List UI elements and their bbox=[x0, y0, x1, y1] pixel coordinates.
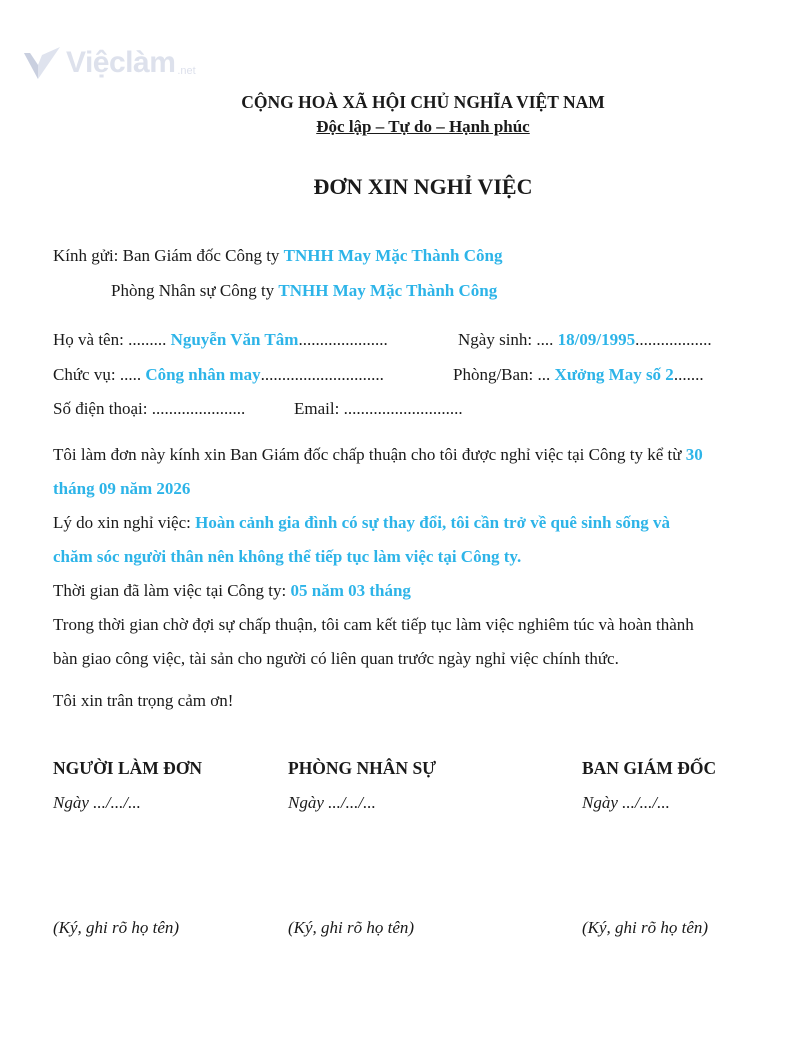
dob-dots: .................. bbox=[635, 330, 712, 349]
recipient-line-2 bbox=[111, 280, 497, 302]
document-title: ĐƠN XIN NGHỈ VIỆC bbox=[313, 174, 533, 199]
dob-label: Ngày sinh: .... bbox=[458, 330, 558, 349]
logo-wordmark: Việclàm bbox=[66, 46, 176, 79]
department-field bbox=[453, 364, 704, 386]
recipient-label: Kính gửi: Ban Giám đốc Công ty bbox=[53, 246, 284, 265]
logo-suffix: .net bbox=[177, 65, 196, 77]
phone-field: Số điện thoại: ...................... bbox=[53, 399, 246, 418]
position-label: Chức vụ: ..... bbox=[53, 365, 146, 384]
department-label: Phòng/Ban: ... bbox=[453, 365, 555, 384]
request-line-1 bbox=[53, 444, 703, 466]
commitment-line-1: Trong thời gian chờ đợi sự chấp thuận, tôi cam kết tiếp tục làm việc nghiêm túc và hoàn thành bbox=[53, 615, 694, 634]
tenure-line bbox=[53, 580, 411, 602]
dob-value: 18/09/1995 bbox=[557, 330, 636, 349]
position-field bbox=[53, 364, 384, 386]
national-motto: Độc lập – Tự do – Hạnh phúc bbox=[316, 117, 530, 136]
name-value: Nguyễn Văn Tâm bbox=[170, 330, 299, 349]
signature-title-director: BAN GIÁM ĐỐC bbox=[582, 758, 717, 778]
signature-date-hr: Ngày .../.../... bbox=[288, 793, 376, 812]
reason-label: Lý do xin nghỉ việc: bbox=[53, 513, 196, 532]
reason-line-1 bbox=[53, 512, 670, 534]
tenure-label: Thời gian đã làm việc tại Công ty: bbox=[53, 581, 291, 600]
recipient-line-1 bbox=[53, 245, 503, 267]
request-date-day: 30 bbox=[685, 445, 703, 464]
company-name: TNHH May Mặc Thành Công bbox=[283, 246, 503, 265]
position-dots: ............................. bbox=[260, 365, 384, 384]
name-field bbox=[53, 329, 388, 351]
signature-date-applicant: Ngày .../.../... bbox=[53, 793, 141, 812]
signature-date-director: Ngày .../.../... bbox=[582, 793, 670, 812]
tenure-value: 05 năm 03 tháng bbox=[290, 581, 411, 600]
reason-value-1: Hoàn cảnh gia đình có sự thay đổi, tôi cần trở về quê sinh sống và bbox=[195, 513, 671, 532]
signature-title-applicant: NGƯỜI LÀM ĐƠN bbox=[53, 758, 203, 778]
request-text: Tôi làm đơn này kính xin Ban Giám đốc chấp thuận cho tôi được nghỉ việc tại Công ty kể từ bbox=[53, 445, 686, 464]
checkmark-logo-icon bbox=[22, 45, 62, 81]
signature-title-hr: PHÒNG NHÂN SỰ bbox=[288, 758, 437, 778]
department-dots: ....... bbox=[673, 365, 704, 384]
signature-note-hr: (Ký, ghi rõ họ tên) bbox=[288, 918, 415, 937]
email-field: Email: ............................ bbox=[294, 399, 463, 418]
national-title: CỘNG HOÀ XÃ HỘI CHỦ NGHĨA VIỆT NAM bbox=[241, 92, 605, 112]
company-name-hr: TNHH May Mặc Thành Công bbox=[278, 281, 498, 300]
request-date-rest: tháng 09 năm 2026 bbox=[53, 479, 191, 498]
dob-field bbox=[458, 329, 712, 351]
signature-note-applicant: (Ký, ghi rõ họ tên) bbox=[53, 918, 180, 937]
department-value: Xưởng May số 2 bbox=[554, 365, 674, 384]
thanks-line: Tôi xin trân trọng cảm ơn! bbox=[53, 691, 234, 710]
name-label: Họ và tên: ......... bbox=[53, 330, 171, 349]
name-dots: ..................... bbox=[298, 330, 388, 349]
signature-note-director: (Ký, ghi rõ họ tên) bbox=[582, 918, 709, 937]
vieclam-logo bbox=[22, 45, 196, 81]
reason-value-2: chăm sóc người thân nên không thể tiếp tục làm việc tại Công ty. bbox=[53, 547, 522, 566]
position-value: Công nhân may bbox=[145, 365, 261, 384]
recipient-label-hr: Phòng Nhân sự Công ty bbox=[111, 281, 279, 300]
commitment-line-2: bàn giao công việc, tài sản cho người có liên quan trước ngày nghỉ việc chính thức. bbox=[53, 649, 619, 668]
